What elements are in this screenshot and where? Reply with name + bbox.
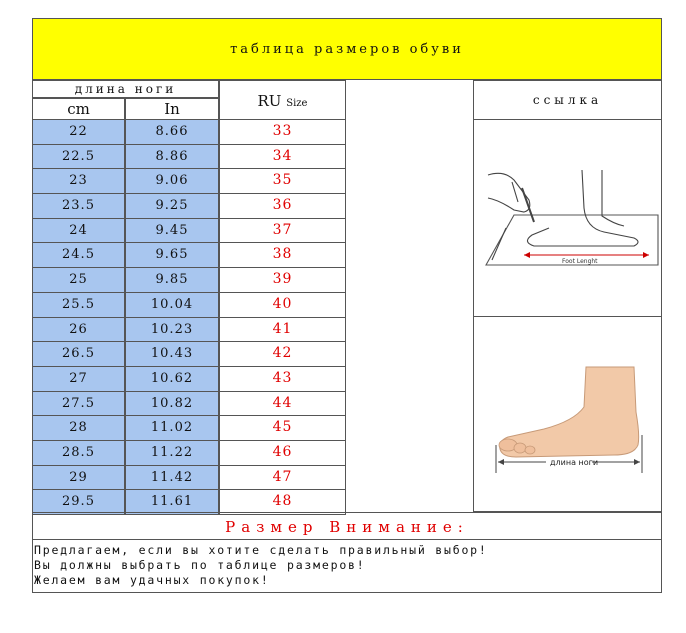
- ru-size-cell: 38: [219, 243, 346, 268]
- ru-size-cell: 47: [219, 466, 346, 491]
- table-row: [32, 293, 346, 318]
- size-label: Size: [286, 98, 308, 109]
- cm-header: cm: [32, 98, 125, 120]
- foot-measure-drawing: [474, 120, 661, 316]
- table-row: [32, 318, 346, 343]
- inch-cell: 10.43: [125, 342, 219, 367]
- size-attention-notice: Размер Внимание:: [32, 512, 662, 540]
- inch-cell: 10.82: [125, 392, 219, 417]
- table-row: [32, 342, 346, 367]
- inch-cell: 9.06: [125, 169, 219, 194]
- cm-cell: 24: [32, 219, 125, 244]
- cm-cell: 22: [32, 120, 125, 145]
- inch-cell: 11.22: [125, 441, 219, 466]
- cm-cell: 25.5: [32, 293, 125, 318]
- ru-size-cell: 46: [219, 441, 346, 466]
- inch-cell: 9.65: [125, 243, 219, 268]
- ru-size-cell: 37: [219, 219, 346, 244]
- ru-size-cell: 43: [219, 367, 346, 392]
- cm-cell: 24.5: [32, 243, 125, 268]
- cm-cell: 26.5: [32, 342, 125, 367]
- cm-cell: 23: [32, 169, 125, 194]
- blank-column: [346, 80, 471, 512]
- measuring-illustration: [473, 120, 662, 317]
- ru-size-cell: 42: [219, 342, 346, 367]
- table-row: [32, 120, 346, 145]
- table-row: [32, 466, 346, 491]
- cm-cell: 23.5: [32, 194, 125, 219]
- inch-cell: 11.02: [125, 416, 219, 441]
- table-row: [32, 169, 346, 194]
- inch-cell: 11.42: [125, 466, 219, 491]
- inch-cell: 8.66: [125, 120, 219, 145]
- inch-cell: 9.85: [125, 268, 219, 293]
- inch-cell: 9.25: [125, 194, 219, 219]
- cm-cell: 27: [32, 367, 125, 392]
- ru-size-cell: 40: [219, 293, 346, 318]
- table-row: [32, 243, 346, 268]
- foot-length-label: длина ноги: [550, 458, 599, 467]
- cm-cell: 29: [32, 466, 125, 491]
- foot-illustration: [473, 317, 662, 512]
- table-row: [32, 145, 346, 170]
- size-table-body: [32, 120, 346, 515]
- advice-message: [34, 543, 660, 588]
- inch-cell: 11.61: [125, 490, 219, 515]
- foot-length-header: длина ноги: [32, 80, 219, 98]
- ru-size-cell: 34: [219, 145, 346, 170]
- inch-cell: 10.62: [125, 367, 219, 392]
- table-row: [32, 219, 346, 244]
- table-row: [32, 194, 346, 219]
- cm-cell: 26: [32, 318, 125, 343]
- table-row: [32, 441, 346, 466]
- message-line: Предлагаем, если вы хотите сделать правильный выбор!: [34, 543, 488, 557]
- inch-cell: 10.23: [125, 318, 219, 343]
- message-line: Вы должны выбрать по таблице размеров!: [34, 558, 366, 572]
- inch-cell: 9.45: [125, 219, 219, 244]
- cm-cell: 28: [32, 416, 125, 441]
- ru-label: RU: [257, 92, 282, 110]
- cm-cell: 25: [32, 268, 125, 293]
- inch-cell: 10.04: [125, 293, 219, 318]
- foot-length-caption: Foot Lenght: [562, 258, 598, 265]
- message-line: Желаем вам удачных покупок!: [34, 573, 270, 587]
- ru-size-cell: 41: [219, 318, 346, 343]
- bare-foot-drawing: [474, 317, 661, 511]
- table-row: [32, 367, 346, 392]
- reference-header: ссылка: [473, 80, 662, 120]
- cm-cell: 22.5: [32, 145, 125, 170]
- cm-cell: 29.5: [32, 490, 125, 515]
- table-row: [32, 392, 346, 417]
- cm-cell: 27.5: [32, 392, 125, 417]
- ru-size-cell: 36: [219, 194, 346, 219]
- ru-size-header: [219, 80, 346, 120]
- inch-header: In: [125, 98, 219, 120]
- ru-size-cell: 35: [219, 169, 346, 194]
- table-row: [32, 416, 346, 441]
- cm-cell: 28.5: [32, 441, 125, 466]
- chart-title: таблица размеров обуви: [32, 18, 662, 80]
- ru-size-cell: 39: [219, 268, 346, 293]
- inch-cell: 8.86: [125, 145, 219, 170]
- ru-size-cell: 45: [219, 416, 346, 441]
- ru-size-cell: 48: [219, 490, 346, 515]
- table-row: [32, 268, 346, 293]
- ru-size-cell: 33: [219, 120, 346, 145]
- ru-size-cell: 44: [219, 392, 346, 417]
